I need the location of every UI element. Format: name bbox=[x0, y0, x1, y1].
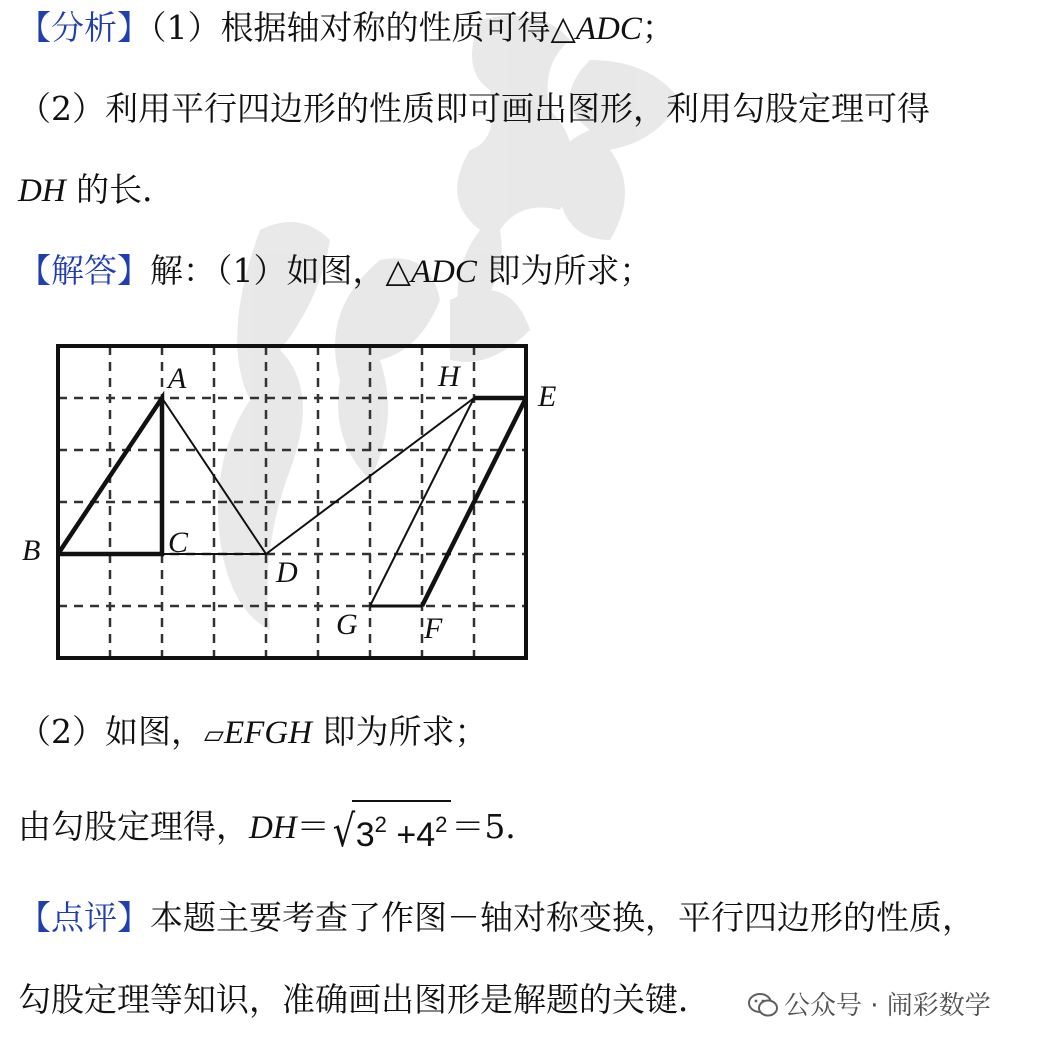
point-label-a: A bbox=[168, 362, 187, 395]
brand-text: 公众号 · 闹彩数学 bbox=[784, 991, 991, 1021]
answer-text-1: 解：（1）如图，△ bbox=[150, 251, 411, 290]
radicand bbox=[352, 800, 452, 854]
answer-result: ＝5． bbox=[451, 807, 539, 846]
answer-math-2: EFGH bbox=[224, 715, 312, 751]
answer-line-1 bbox=[18, 251, 652, 292]
answer-math-1: ADC bbox=[410, 254, 477, 290]
answer-line-2 bbox=[18, 712, 487, 755]
radicand-a-exp: 2 bbox=[374, 812, 387, 837]
point-label-c: C bbox=[168, 526, 189, 559]
analysis-line-1 bbox=[18, 8, 675, 49]
comment-text-1: 本题主要考查了作图－轴对称变换，平行四边形的性质， bbox=[150, 898, 975, 937]
point-label-f: F bbox=[424, 612, 443, 645]
sqrt-expression bbox=[330, 800, 452, 857]
answer-text-2-end: 即为所求； bbox=[311, 712, 488, 751]
answer-text-2: （2）如图， bbox=[18, 712, 204, 751]
comment-line-2: 勾股定理等知识，准确画出图形是解题的关键． bbox=[18, 980, 711, 1019]
point-label-h: H bbox=[438, 360, 460, 393]
comment-line-1 bbox=[18, 898, 975, 938]
analysis-text-1-end: ； bbox=[641, 8, 675, 47]
answer-line-3 bbox=[18, 800, 539, 857]
radicand-b: 4 bbox=[416, 816, 436, 854]
point-label-e: E bbox=[538, 380, 557, 413]
point-label-d: D bbox=[276, 556, 298, 589]
parallelogram-symbol: ▱ bbox=[204, 720, 224, 750]
analysis-tag: 【分析】 bbox=[18, 8, 150, 47]
radical-sign: √ bbox=[332, 806, 355, 857]
analysis-math-3: DH bbox=[18, 173, 66, 209]
radicand-b-exp: 2 bbox=[435, 812, 448, 837]
analysis-line-3 bbox=[18, 170, 175, 211]
radicand-plus: + bbox=[396, 816, 417, 854]
analysis-text-1: （1）根据轴对称的性质可得△ bbox=[150, 8, 576, 47]
analysis-line-2: （2）利用平行四边形的性质即可画出图形，利用勾股定理可得 bbox=[18, 89, 930, 128]
answer-tag: 【解答】 bbox=[18, 251, 150, 290]
radicand-a: 3 bbox=[355, 816, 375, 854]
point-label-g: G bbox=[336, 608, 358, 641]
point-label-b: B bbox=[22, 534, 41, 567]
brand-watermark bbox=[748, 985, 991, 1022]
comment-tag: 【点评】 bbox=[18, 898, 150, 937]
wechat-icon bbox=[748, 992, 778, 1018]
answer-text-3: 由勾股定理得， bbox=[18, 807, 249, 846]
answer-eq: ＝ bbox=[296, 807, 330, 846]
analysis-text-3: 的长． bbox=[65, 170, 176, 209]
answer-text-1-end: 即为所求； bbox=[476, 251, 653, 290]
grid-figure bbox=[18, 330, 578, 675]
answer-math-3: DH bbox=[249, 810, 297, 846]
analysis-math-1: ADC bbox=[575, 11, 642, 47]
